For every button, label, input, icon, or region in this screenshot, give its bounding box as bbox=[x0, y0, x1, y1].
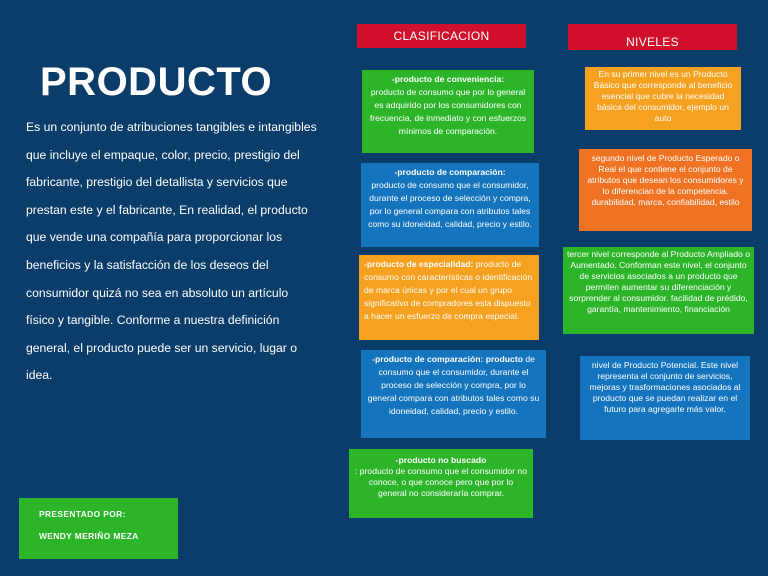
clasificacion-comparacion bbox=[361, 163, 539, 247]
clasificacion-title: -producto no buscado bbox=[395, 455, 487, 465]
clasificacion-text: producto de consumo que el consumidor, durante el proceso de selección y compra, por lo general compara con atributos tales como su idoneidad, calidad, precio y estilo. bbox=[368, 180, 532, 229]
clasificacion-especialidad bbox=[359, 255, 539, 340]
presenter-card bbox=[19, 498, 178, 559]
clasificacion-text: : producto de consumo que el consumidor no conoce, o que conoce pero que por lo general no consideraría comprar. bbox=[355, 466, 527, 498]
clasificacion-text: de consumo que el consumidor, durante el proceso de selección y compra, por lo general compara con atributos tales como su idoneidad, calidad, precio y estilo. bbox=[367, 354, 540, 416]
presenter-label: PRESENTADO POR: bbox=[39, 509, 126, 519]
clasificacion-title: -producto de especialidad: bbox=[364, 259, 474, 269]
nivel-ampliado: tercer nivel corresponde al Producto Ampliado o Aumentado. Conforman este nivel, el conjunto de servicios asociados a un producto que permiten aumentar su diferenciación y sorprender al consumidor. facilidad de prédido, garantía, mantenimiento, financiación bbox=[563, 247, 754, 334]
nivel-potencial: nivel de Producto Potencial. Este nivel representa el conjunto de servicios, mejoras y trasformaciones asociados al producto que se puedan realizar en el futuro para agregarle más valor. bbox=[580, 356, 750, 440]
clasificacion-title: -producto de comparación: producto bbox=[372, 354, 523, 364]
clasificacion-conveniencia bbox=[362, 70, 534, 153]
nivel-esperado: segundo nivel de Producto Esperado o Real el que contiene el conjunto de atributos que desean los consumidores y lo diferencian de la competencia. durabilidad, marca, confiabilidad, estilo bbox=[579, 149, 752, 231]
presenter-name: WENDY MERIÑO MEZA bbox=[39, 531, 139, 541]
clasificacion-no-buscado bbox=[349, 449, 533, 518]
product-definition: Es un conjunto de atribuciones tangibles e intangibles que incluye el empaque, color, precio, prestigio del fabricante, prestigio del detallista y servicios que prestan este y el fabricante, En realidad, el producto que vende una compañía para proporcionar los beneficios y la satisfacción de los deseos del consumidor quizá no sea en absoluto un artículo físico y tangible. Conforme a nuestra definición general, el producto puede ser un servicio, lugar o idea. bbox=[26, 120, 317, 383]
page-title: PRODUCTO bbox=[40, 60, 273, 104]
clasificacion-header: CLASIFICACION bbox=[357, 24, 526, 48]
clasificacion-title: -producto de comparación: bbox=[394, 167, 506, 177]
clasificacion-text: producto de consumo con características o identificación de marca únicas y por el cual un grupo significativo de compradores esta dispuesto a hacer un esfuerzo de compra especial. bbox=[364, 259, 533, 321]
clasificacion-comparacion-2 bbox=[361, 350, 546, 438]
clasificacion-text: producto de consumo que por lo general es adquirido por los consumidores con frecuencia, de inmediato y con esfuerzos mínimos de comparación. bbox=[369, 87, 527, 136]
nivel-basico: En su primer nivel es un Producto Básico que corresponde al beneficio esencial que cubre la necesidad básica del consumidor, ejemplo un auto bbox=[585, 67, 741, 130]
clasificacion-title: -producto de conveniencia: bbox=[391, 74, 505, 84]
niveles-header: NIVELES bbox=[568, 24, 737, 50]
